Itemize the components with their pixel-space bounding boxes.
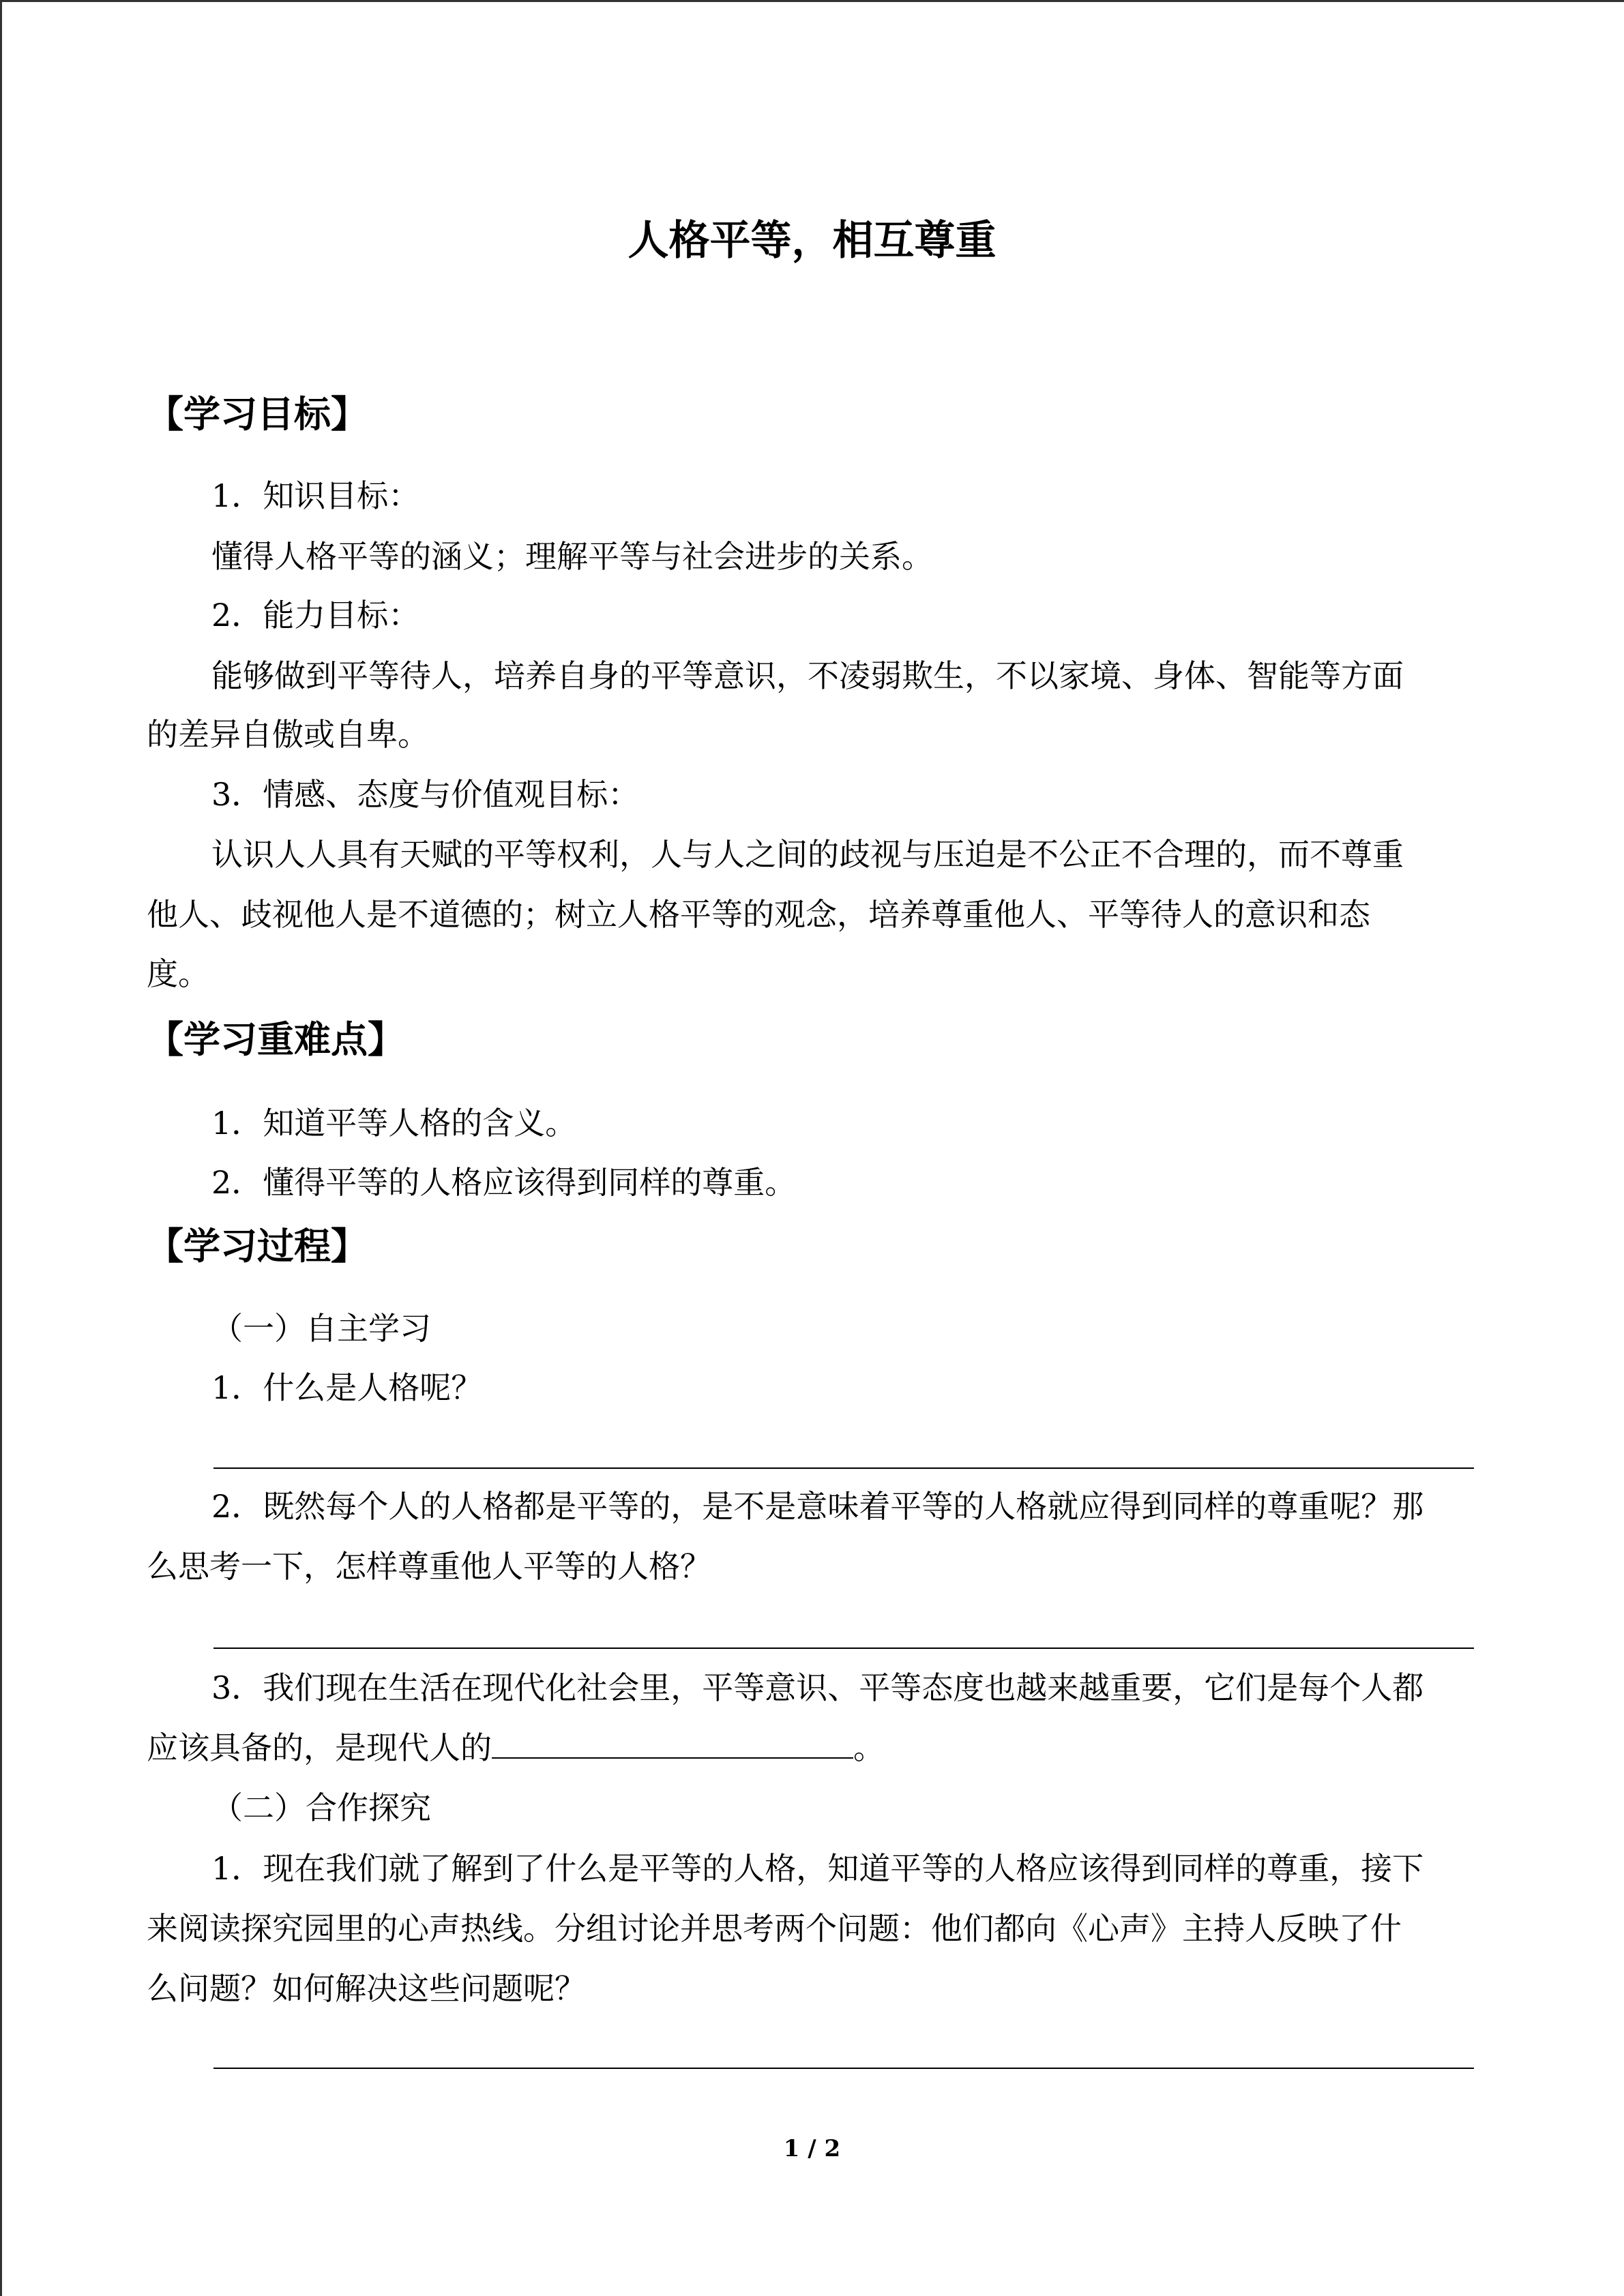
ability-goal-text-line2: 的差异自傲或自卑。 [147, 716, 429, 753]
question-3-prefix: 应该具备的，是现代人的 [147, 1729, 492, 1766]
section-heading-process: 【学习过程】 [147, 1225, 368, 1268]
fill-in-blank [492, 1727, 853, 1759]
emotion-goal-text-line2: 他人、歧视他人是不道德的；树立人格平等的观念，培养尊重他人、平等待人的意识和态 [147, 896, 1370, 933]
key-point-1: 1．知道平等人格的含义。 [211, 1105, 577, 1142]
self-study-label: （一）自主学习 [211, 1310, 431, 1347]
knowledge-goal-label: 1．知识目标： [211, 477, 420, 514]
ability-goal-label: 2．能力目标： [211, 597, 420, 633]
question-2-line1: 2．既然每个人的人格都是平等的，是不是意味着平等的人格就应得到同样的尊重呢？那 [211, 1488, 1424, 1525]
section-heading-goals: 【学习目标】 [147, 393, 368, 436]
knowledge-goal-text: 懂得人格平等的涵义；理解平等与社会进步的关系。 [211, 538, 933, 575]
answer-line-1 [213, 1467, 1474, 1469]
cooperation-question-line1: 1．现在我们就了解到了什么是平等的人格，知道平等的人格应该得到同样的尊重，接下 [211, 1850, 1424, 1887]
key-point-2: 2．懂得平等的人格应该得到同样的尊重。 [211, 1164, 797, 1201]
question-3-line1: 3．我们现在生活在现代化社会里，平等意识、平等态度也越来越重要，它们是每个人都 [211, 1669, 1424, 1706]
question-1: 1．什么是人格呢？ [211, 1369, 483, 1406]
cooperation-question-line2: 来阅读探究园里的心声热线。分组讨论并思考两个问题：他们都向《心声》主持人反映了什 [147, 1910, 1402, 1947]
question-3-suffix: 。 [853, 1729, 885, 1766]
cooperation-label: （二）合作探究 [211, 1789, 431, 1826]
ability-goal-text-line1: 能够做到平等待人，培养自身的平等意识，不凌弱欺生，不以家境、身体、智能等方面 [211, 657, 1404, 694]
question-3-line2 [147, 1724, 885, 1772]
question-2-line2: 么思考一下，怎样尊重他人平等的人格？ [147, 1548, 711, 1585]
answer-line-2 [213, 1648, 1474, 1649]
section-heading-key-points: 【学习重难点】 [147, 1018, 404, 1061]
page-indicator: 1 / 2 [783, 2135, 841, 2162]
cooperation-question-line3: 么问题？如何解决这些问题呢？ [147, 1970, 586, 2007]
document-title: 人格平等，相互尊重 [628, 217, 996, 265]
emotion-goal-text-line3: 度。 [147, 955, 209, 992]
emotion-goal-label: 3．情感、态度与价值观目标： [211, 776, 640, 813]
emotion-goal-text-line1: 认识人人具有天赋的平等权利，人与人之间的歧视与压迫是不公正不合理的，而不尊重 [211, 836, 1404, 873]
answer-line-3 [213, 2068, 1474, 2069]
